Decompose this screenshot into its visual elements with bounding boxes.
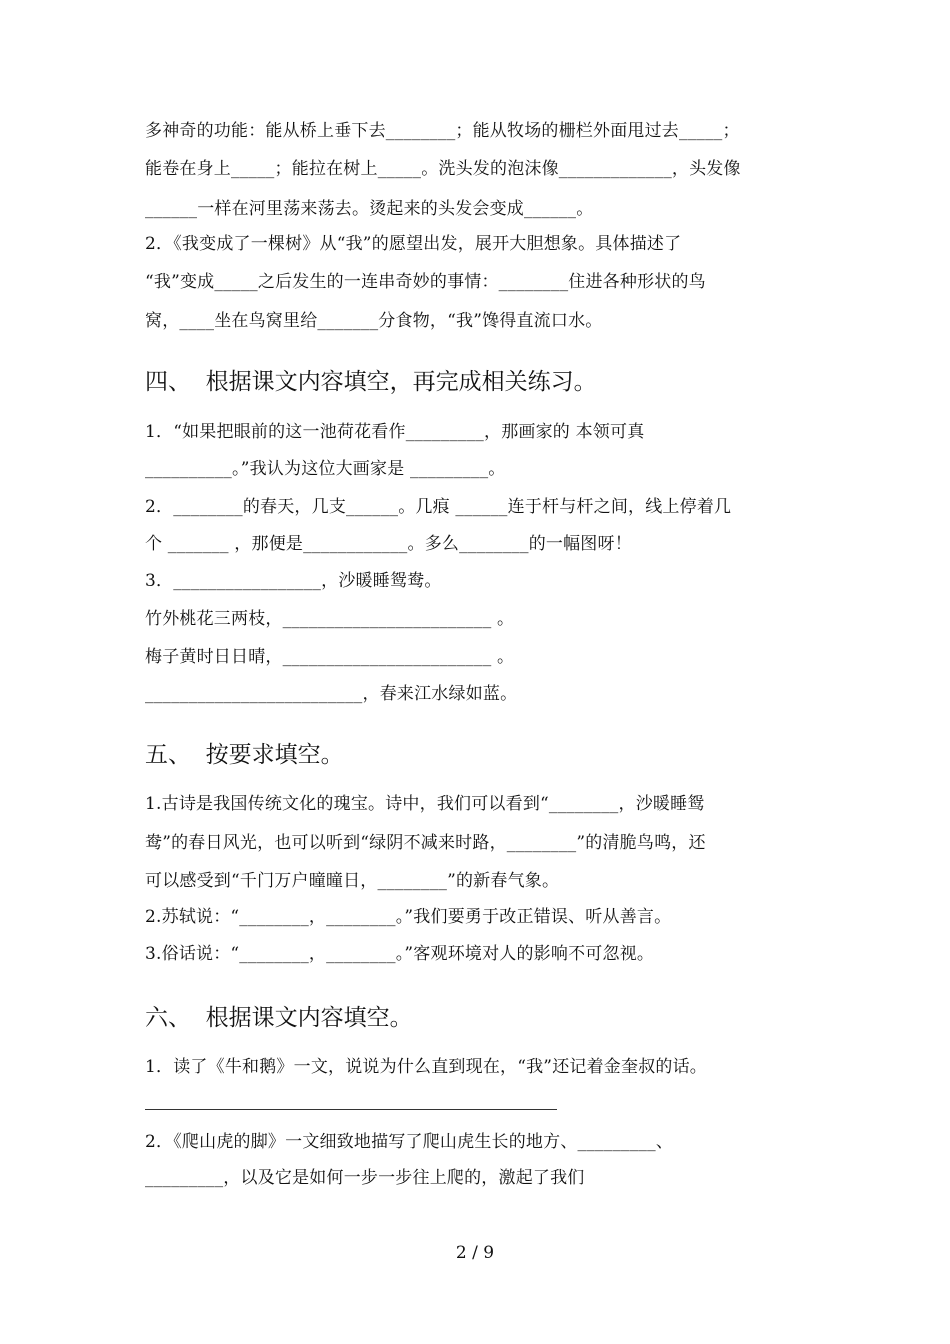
poem-line: 竹外桃花三两枝，________________________ 。 (145, 609, 515, 629)
text-line: ______一样在河里荡来荡去。烫起来的头发会变成______。 (145, 199, 594, 219)
page-number: 2 / 9 (455, 1243, 495, 1263)
question-3: 3.俗话说：“________，________。”客观环境对人的影响不可忽视。 (145, 944, 655, 964)
question-1: 1．读了《牛和鹅》一文，说说为什么直到现在，“我”还记着金奎叔的话。 (145, 1057, 707, 1077)
text-line: __________。”我认为这位大画家是 _________。 (145, 459, 506, 479)
text-line: 窝，____坐在鸟窝里给_______分食物，“我”馋得直流口水。 (145, 311, 603, 331)
poem-line: _________________________，春来江水绿如蓝。 (145, 684, 518, 704)
text-line: 可以感受到“千门万户曈曈日，________”的新春气象。 (145, 871, 560, 891)
section-5-heading: 五、 按要求填空。 (145, 742, 344, 768)
text-line: _________，以及它是如何一步一步往上爬的，激起了我们 (145, 1168, 585, 1188)
answer-line (145, 1109, 557, 1110)
question-2: 2．________的春天，几支______。几痕 ______连于杆与杆之间，线上停着几 (145, 497, 732, 517)
section-4-heading: 四、 根据课文内容填空，再完成相关练习。 (145, 369, 597, 395)
text-line: 个 _______ ，那便是____________。多么________的一幅图呀！ (145, 534, 632, 554)
text-line: 多神奇的功能：能从桥上垂下去________；能从牧场的栅栏外面甩过去_____； (145, 121, 740, 141)
text-line: 鸯”的春日风光，也可以听到“绿阴不减来时路，________”的清脆鸟鸣，还 (145, 833, 706, 853)
question-3: 3．_________________，沙暖睡鸳鸯。 (145, 571, 442, 591)
text-line: “我”变成_____之后发生的一连串奇妙的事情：________住进各种形状的鸟 (145, 272, 706, 292)
question-1: 1.古诗是我国传统文化的瑰宝。诗中，我们可以看到“________，沙暖睡鸳 (145, 794, 705, 814)
question-2: 2．《爬山虎的脚》一文细致地描写了爬山虎生长的地方、_________、 (145, 1132, 674, 1152)
poem-line: 梅子黄时日日晴，________________________ 。 (145, 647, 515, 667)
section-6-heading: 六、 根据课文内容填空。 (145, 1005, 413, 1031)
question-1: 1．“如果把眼前的这一池荷花看作_________，那画家的 本领可真 (145, 422, 645, 442)
question-2: 2.苏轼说：“________，________。”我们要勇于改正错误、听从善言。 (145, 907, 672, 927)
question-2: 2．《我变成了一棵树》从“我”的愿望出发，展开大胆想象。具体描述了 (145, 234, 682, 254)
text-line: 能卷在身上_____；能拉在树上_____。洗头发的泡沫像_____________，头发像 (145, 159, 741, 179)
